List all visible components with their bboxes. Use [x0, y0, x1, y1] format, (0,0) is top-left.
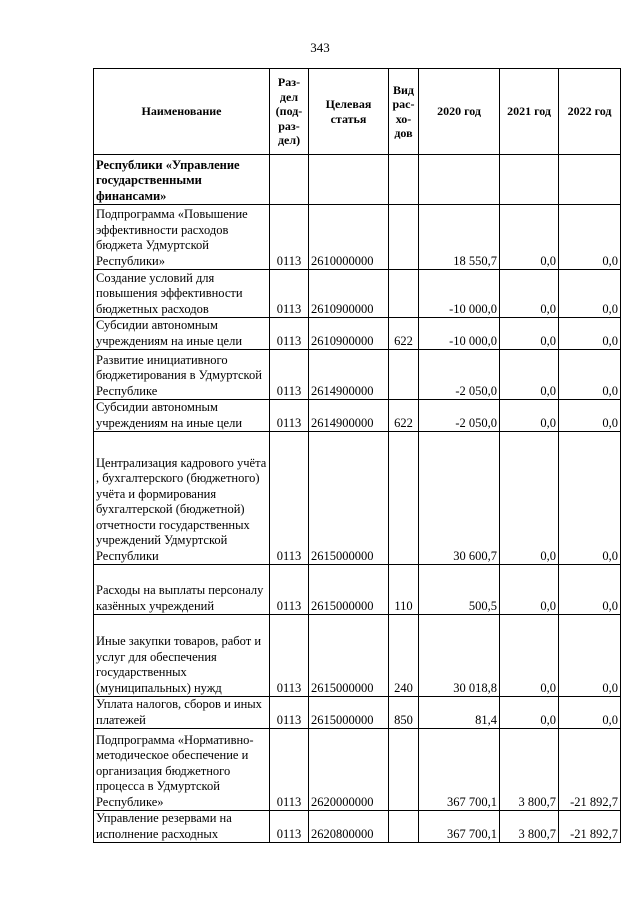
table-row [94, 565, 621, 615]
table-row [94, 270, 621, 318]
cell-2020: 30 018,8 [419, 615, 500, 697]
budget-table [93, 68, 621, 843]
cell-name: Расходы на выплаты персоналу казённых учреждений [94, 565, 270, 615]
cell-vid [389, 270, 419, 318]
cell-razdel [270, 155, 309, 205]
cell-2022: 0,0 [559, 697, 621, 729]
page-number: 343 [310, 40, 330, 55]
cell-razdel: 0113 [270, 205, 309, 270]
cell-2021: 0,0 [500, 697, 559, 729]
table-row [94, 811, 621, 843]
cell-vid: 622 [389, 400, 419, 432]
cell-razdel: 0113 [270, 811, 309, 843]
cell-name: Развитие инициативного бюджетирования в Удмуртской Республике [94, 350, 270, 400]
cell-name: Субсидии автономным учреждениям на иные цели [94, 400, 270, 432]
cell-target: 2610900000 [309, 270, 389, 318]
cell-vid [389, 205, 419, 270]
header-razdel: Раз-дел (под-раз-дел) [270, 69, 309, 155]
cell-2022: 0,0 [559, 432, 621, 565]
cell-name: Подпрограмма «Нормативно-методическое обеспечение и организация бюджетного процесса в Удмуртской Республике» [94, 729, 270, 811]
cell-vid [389, 729, 419, 811]
cell-2020: 81,4 [419, 697, 500, 729]
table-row [94, 155, 621, 205]
cell-2022: 0,0 [559, 270, 621, 318]
cell-name: Подпрограмма «Повышение эффективности расходов бюджета Удмуртской Республики» [94, 205, 270, 270]
cell-2022: 0,0 [559, 615, 621, 697]
cell-target: 2615000000 [309, 615, 389, 697]
table-row [94, 432, 621, 565]
header-2021: 2021 год [500, 69, 559, 155]
cell-name: Иные закупки товаров, работ и услуг для обеспечения государственных (муниципальных) нужд [94, 615, 270, 697]
cell-razdel: 0113 [270, 729, 309, 811]
cell-target [309, 155, 389, 205]
cell-2020: 500,5 [419, 565, 500, 615]
cell-vid: 110 [389, 565, 419, 615]
cell-name: Централизация кадрового учёта , бухгалтерского (бюджетного) учёта и формирования бухгалтерской (бюджетной) отчетности государственных учреждений Удмуртской Республики [94, 432, 270, 565]
header-vid: Вид рас-хо-дов [389, 69, 419, 155]
cell-2021: 0,0 [500, 615, 559, 697]
cell-2022: 0,0 [559, 350, 621, 400]
cell-name: Уплата налогов, сборов и иных платежей [94, 697, 270, 729]
cell-razdel: 0113 [270, 432, 309, 565]
cell-razdel: 0113 [270, 697, 309, 729]
table-row [94, 729, 621, 811]
cell-2020: 367 700,1 [419, 811, 500, 843]
cell-target: 2620000000 [309, 729, 389, 811]
cell-razdel: 0113 [270, 350, 309, 400]
cell-2022: 0,0 [559, 565, 621, 615]
cell-razdel: 0113 [270, 615, 309, 697]
table-row [94, 350, 621, 400]
cell-2020: -2 050,0 [419, 350, 500, 400]
cell-target: 2610900000 [309, 318, 389, 350]
cell-target: 2620800000 [309, 811, 389, 843]
cell-2021: 0,0 [500, 205, 559, 270]
cell-razdel: 0113 [270, 565, 309, 615]
cell-2020: 30 600,7 [419, 432, 500, 565]
table-row [94, 697, 621, 729]
cell-2020: -10 000,0 [419, 318, 500, 350]
cell-2020: -10 000,0 [419, 270, 500, 318]
cell-target: 2615000000 [309, 565, 389, 615]
cell-2022: -21 892,7 [559, 729, 621, 811]
cell-name: Управление резервами на исполнение расходных [94, 811, 270, 843]
cell-2022: 0,0 [559, 318, 621, 350]
cell-razdel: 0113 [270, 270, 309, 318]
table-row [94, 615, 621, 697]
cell-target: 2610000000 [309, 205, 389, 270]
cell-2021: 0,0 [500, 318, 559, 350]
table-body [94, 155, 621, 843]
cell-target: 2615000000 [309, 432, 389, 565]
cell-target: 2614900000 [309, 400, 389, 432]
cell-target: 2615000000 [309, 697, 389, 729]
cell-2020: -2 050,0 [419, 400, 500, 432]
cell-2022: 0,0 [559, 205, 621, 270]
cell-2022: 0,0 [559, 400, 621, 432]
header-target: Целевая статья [309, 69, 389, 155]
cell-vid: 240 [389, 615, 419, 697]
cell-2022: -21 892,7 [559, 811, 621, 843]
cell-2021: 0,0 [500, 400, 559, 432]
cell-name: Создание условий для повышения эффективности бюджетных расходов [94, 270, 270, 318]
cell-2021: 3 800,7 [500, 729, 559, 811]
cell-2021: 3 800,7 [500, 811, 559, 843]
cell-2020 [419, 155, 500, 205]
cell-2021 [500, 155, 559, 205]
cell-name: Субсидии автономным учреждениям на иные цели [94, 318, 270, 350]
cell-vid [389, 811, 419, 843]
table-row [94, 318, 621, 350]
cell-2020: 18 550,7 [419, 205, 500, 270]
cell-razdel: 0113 [270, 400, 309, 432]
cell-vid [389, 350, 419, 400]
cell-2021: 0,0 [500, 432, 559, 565]
table-row [94, 205, 621, 270]
cell-vid: 622 [389, 318, 419, 350]
cell-target: 2614900000 [309, 350, 389, 400]
cell-2022 [559, 155, 621, 205]
cell-vid [389, 432, 419, 565]
cell-2021: 0,0 [500, 565, 559, 615]
cell-name: Республики «Управление государственными финансами» [94, 155, 270, 205]
header-2022: 2022 год [559, 69, 621, 155]
cell-2020: 367 700,1 [419, 729, 500, 811]
header-2020: 2020 год [419, 69, 500, 155]
cell-razdel: 0113 [270, 318, 309, 350]
cell-2021: 0,0 [500, 270, 559, 318]
table-row [94, 400, 621, 432]
table-header-row [94, 69, 621, 155]
cell-vid: 850 [389, 697, 419, 729]
cell-2021: 0,0 [500, 350, 559, 400]
header-name: Наименование [94, 69, 270, 155]
cell-vid [389, 155, 419, 205]
